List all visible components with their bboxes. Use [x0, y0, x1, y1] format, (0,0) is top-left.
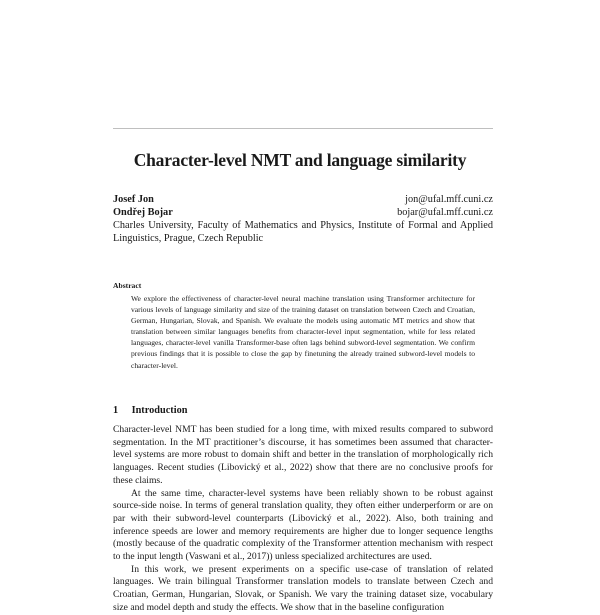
paragraph: Character-level NMT has been studied for a long time, with mixed results compared to subword segmentation. In the MT practitioner’s discourse, it has sometimes been assumed that character-level systems are more robust to domain shift and better in the translation of morphologically rich languages. Recent studies (Libovický et al., 2022) show that there are no conclusive proofs for these claims. — [113, 424, 493, 486]
author-email: bojar@ufal.mff.cuni.cz — [397, 207, 493, 218]
section-heading — [113, 405, 187, 416]
section-number: 1 — [113, 405, 119, 416]
author-email: jon@ufal.mff.cuni.cz — [405, 194, 493, 205]
abstract-heading: Abstract — [113, 281, 142, 290]
author-row-2 — [113, 207, 493, 218]
section-title: Introduction — [131, 405, 188, 416]
paper-title: Character-level NMT and language similarity — [133, 150, 467, 170]
author-name: Ondřej Bojar — [113, 207, 173, 218]
header-rule — [113, 128, 493, 129]
author-row-1 — [113, 194, 493, 205]
abstract-text: We explore the effectiveness of character-level neural machine translation using Transformer architecture for various levels of language similarity and size of the training dataset on translation between Czech and Croatian, German, Hungarian, Slovak, and Spanish. We evaluate the models using automatic MT metrics and show that translation between similar languages benefits from character-level input segmentation, while for less related languages, character-level vanilla Transformer-base often lags behind subword-level segmentation. We confirm previous findings that it is possible to close the gap by finetuning the already trained subword-level models to character-level. — [131, 294, 475, 370]
paragraph: In this work, we present experiments on a specific use-case of translation of related languages. We train bilingual Transformer translation models to translate between Czech and Croatian, German, Hungarian, Slovak, or Spanish. We vary the training dataset size, vocabulary size and model depth and study the effects. We show that in the baseline configuration — [113, 563, 493, 613]
body-text — [113, 424, 493, 615]
affiliation: Charles University, Faculty of Mathematics and Physics, Institute of Formal and Applied Linguistics, Prague, Czech Republic — [113, 220, 493, 244]
author-name: Josef Jon — [113, 194, 154, 205]
paragraph: At the same time, character-level systems have been reliably shown to be robust against source-side noise. In terms of general translation quality, they often either underperform or are on par with their subword-level counterparts (Libovický et al., 2022). Also, both training and inference speeds are lower and memory requirements are higher due to longer sequence lengths (mostly because of the quadratic complexity of the Transformer attention mechanism with respect to the input length (Vaswani et al., 2017)) unless specialized architectures are used. — [113, 487, 493, 563]
